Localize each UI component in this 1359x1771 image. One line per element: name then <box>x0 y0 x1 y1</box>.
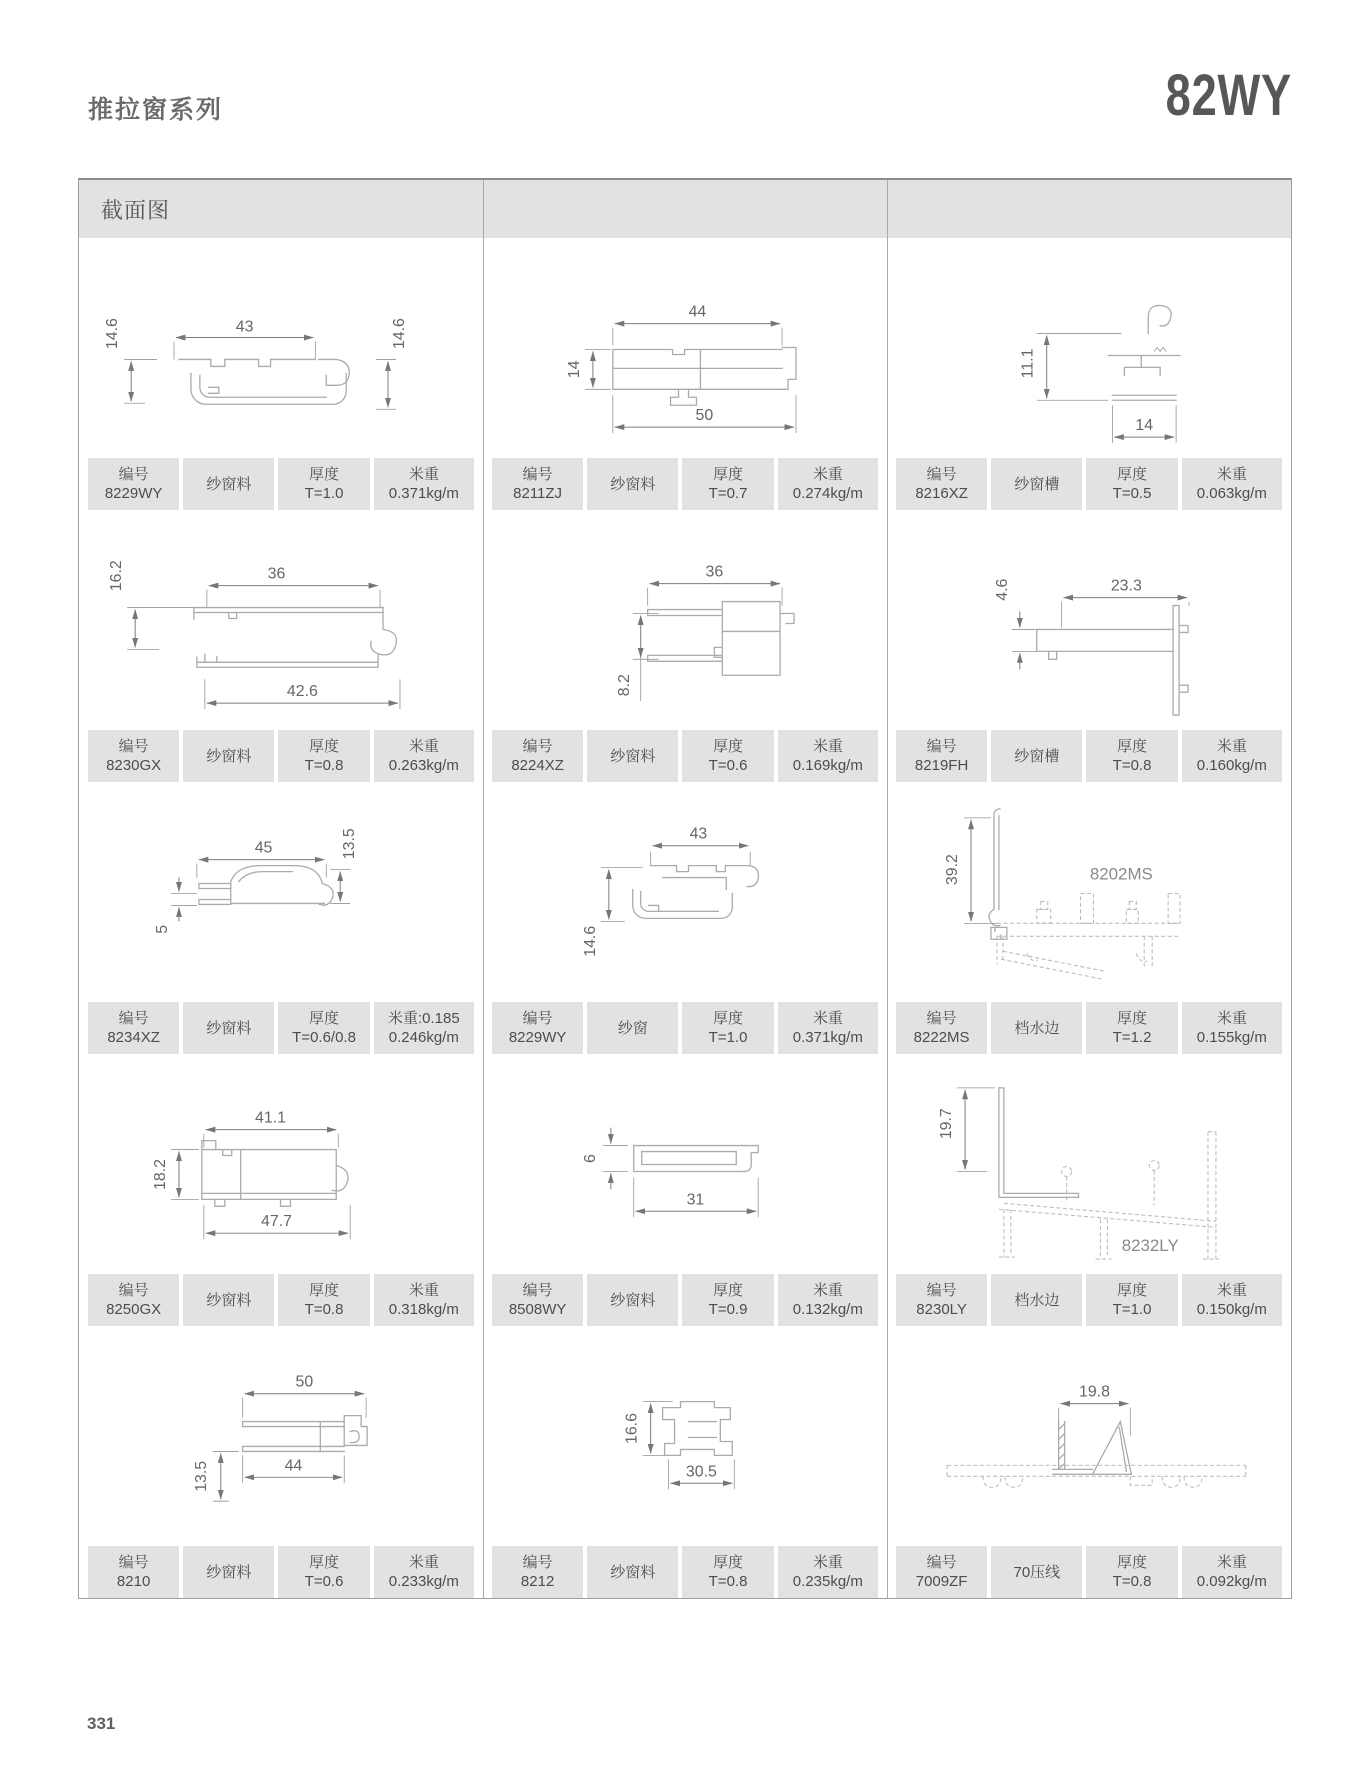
spec-value: 7009ZF <box>915 1573 968 1590</box>
spec-value: T=0.6 <box>304 1573 344 1590</box>
spec-label: 编号 <box>522 466 553 483</box>
dimension-label: 30.5 <box>685 1463 717 1481</box>
profile-diagram <box>79 1326 483 1546</box>
dimension-label: 45 <box>254 839 273 857</box>
spec-value: 8212 <box>520 1573 555 1590</box>
spec-weight-cell <box>1182 1274 1282 1326</box>
profile-cell <box>887 1054 1291 1326</box>
profile-diagram <box>887 782 1291 1002</box>
spec-strip <box>88 458 474 510</box>
spec-material-cell <box>991 458 1082 510</box>
spec-thickness-cell <box>1086 1546 1177 1598</box>
spec-strip <box>492 730 878 782</box>
profile-cell <box>79 238 483 510</box>
spec-value: 8229WY <box>508 1029 567 1046</box>
spec-value: 8222MS <box>913 1029 970 1046</box>
table-header <box>79 180 1291 238</box>
spec-number-cell <box>492 730 583 782</box>
spec-label: 米重 <box>408 738 439 755</box>
profile-cell <box>483 510 887 782</box>
spec-value: 0.235kg/m <box>792 1573 863 1590</box>
spec-label: 编号 <box>118 1554 149 1571</box>
spec-material-cell <box>183 1274 274 1326</box>
spec-weight-cell <box>374 1002 474 1054</box>
spec-value: 纱窗料 <box>206 1291 252 1309</box>
spec-label: 编号 <box>926 466 957 483</box>
spec-label: 厚度 <box>1117 1010 1148 1027</box>
spec-thickness-cell <box>682 1002 773 1054</box>
spec-number-cell <box>896 1002 987 1054</box>
dimension-label: 31 <box>686 1191 705 1209</box>
spec-thickness-cell <box>682 730 773 782</box>
spec-strip <box>492 1274 878 1326</box>
profile-diagram <box>887 1054 1291 1274</box>
spec-weight-cell <box>374 1274 474 1326</box>
profile-diagram <box>483 238 887 458</box>
dimension-label: 43 <box>689 825 708 843</box>
spec-strip <box>896 1274 1282 1326</box>
spec-material-cell <box>587 1274 678 1326</box>
spec-value: T=0.8 <box>708 1573 748 1590</box>
spec-strip <box>88 1274 474 1326</box>
spec-strip <box>88 1002 474 1054</box>
spec-material-cell <box>587 1546 678 1598</box>
spec-value: T=0.8 <box>1112 1573 1152 1590</box>
spec-value: 0.274kg/m <box>792 485 863 502</box>
spec-value: 0.063kg/m <box>1196 485 1267 502</box>
profile-diagram-svg <box>79 238 483 458</box>
spec-value: 0.155kg/m <box>1196 1029 1267 1046</box>
spec-value: T=0.7 <box>708 485 748 502</box>
spec-label: 米重 <box>1216 1010 1247 1027</box>
spec-value: 0.318kg/m <box>388 1301 459 1318</box>
spec-label: 厚度 <box>713 466 744 483</box>
spec-thickness-cell <box>682 458 773 510</box>
dimension-label: 4.6 <box>993 578 1011 601</box>
spec-number-cell <box>896 458 987 510</box>
profile-cell <box>483 782 887 1054</box>
profile-grid <box>79 238 1291 1598</box>
profile-diagram-svg <box>79 1054 483 1274</box>
dimension-label: 47.7 <box>261 1213 293 1231</box>
profile-diagram-svg <box>79 510 483 730</box>
spec-value: 纱窗槽 <box>1014 475 1060 493</box>
spec-thickness-cell <box>278 1546 369 1598</box>
spec-number-cell <box>88 1002 179 1054</box>
spec-label: 米重:0.185 <box>387 1010 460 1027</box>
spec-material-cell <box>183 730 274 782</box>
spec-material-cell <box>183 458 274 510</box>
spec-label: 米重 <box>812 1554 843 1571</box>
profile-cell <box>483 1054 887 1326</box>
spec-number-cell <box>88 1274 179 1326</box>
dimension-label: 13.5 <box>341 828 359 860</box>
profile-diagram-svg <box>887 1054 1291 1274</box>
spec-label: 米重 <box>812 738 843 755</box>
profile-diagram <box>887 238 1291 458</box>
spec-thickness-cell <box>1086 458 1177 510</box>
spec-value: 8234XZ <box>107 1029 160 1046</box>
profile-diagram <box>79 238 483 458</box>
spec-material-cell <box>991 730 1082 782</box>
dimension-label: 36 <box>705 563 724 581</box>
spec-value: 纱窗料 <box>610 475 656 493</box>
dimension-label: 5 <box>154 924 172 934</box>
profile-cell <box>887 782 1291 1054</box>
spec-label: 米重 <box>1216 1554 1247 1571</box>
spec-label: 厚度 <box>713 1282 744 1299</box>
spec-material-cell <box>991 1002 1082 1054</box>
profile-diagram-svg <box>887 238 1291 458</box>
spec-label: 编号 <box>522 1282 553 1299</box>
spec-label: 米重 <box>408 1282 439 1299</box>
spec-value: 纱窗料 <box>206 1019 252 1037</box>
spec-value: 纱窗料 <box>206 475 252 493</box>
spec-label: 米重 <box>812 1282 843 1299</box>
profile-diagram <box>483 1326 887 1546</box>
spec-strip <box>896 730 1282 782</box>
spec-value: 8210 <box>116 1573 151 1590</box>
profile-diagram <box>79 510 483 730</box>
spec-label: 厚度 <box>1117 1282 1148 1299</box>
spec-strip <box>492 1546 878 1598</box>
spec-label: 编号 <box>926 1282 957 1299</box>
spec-label: 米重 <box>1216 466 1247 483</box>
spec-value: 纱窗料 <box>206 747 252 765</box>
spec-value: 8224XZ <box>511 757 564 774</box>
spec-strip <box>896 1546 1282 1598</box>
profile-table <box>78 178 1292 1599</box>
spec-label: 厚度 <box>309 738 340 755</box>
spec-label: 厚度 <box>309 466 340 483</box>
spec-weight-cell <box>374 1546 474 1598</box>
spec-value: T=0.8 <box>1112 757 1152 774</box>
spec-label: 编号 <box>926 1554 957 1571</box>
spec-thickness-cell <box>682 1274 773 1326</box>
dimension-label: 44 <box>284 1457 303 1475</box>
spec-number-cell <box>896 1274 987 1326</box>
dimension-label: 18.2 <box>152 1158 170 1190</box>
spec-weight-cell <box>374 458 474 510</box>
profile-diagram <box>483 1054 887 1274</box>
profile-cell <box>887 510 1291 782</box>
spec-number-cell <box>88 730 179 782</box>
profile-cell <box>79 782 483 1054</box>
spec-label: 编号 <box>522 1010 553 1027</box>
page-number: 331 <box>87 1714 116 1733</box>
profile-diagram <box>483 510 887 730</box>
part-number-label: 8232LY <box>1121 1236 1179 1256</box>
dimension-label: 36 <box>267 565 286 583</box>
profile-diagram <box>887 1326 1291 1546</box>
spec-value: 0.246kg/m <box>388 1029 459 1046</box>
spec-value: 8211ZJ <box>513 485 563 502</box>
spec-value: T=0.5 <box>1112 485 1152 502</box>
spec-value: 8216XZ <box>915 485 968 502</box>
profile-diagram <box>79 1054 483 1274</box>
spec-weight-cell <box>1182 730 1282 782</box>
spec-value: 0.371kg/m <box>792 1029 863 1046</box>
spec-value: 纱窗槽 <box>1014 747 1060 765</box>
profile-diagram-svg <box>79 782 483 1002</box>
spec-label: 编号 <box>118 1010 149 1027</box>
dimension-label: 44 <box>688 303 707 321</box>
series-code: 82WY <box>1165 63 1292 128</box>
profile-cell <box>79 510 483 782</box>
spec-weight-cell <box>778 1546 878 1598</box>
spec-value: T=0.9 <box>708 1301 748 1318</box>
profile-diagram-svg <box>79 1326 483 1546</box>
spec-label: 编号 <box>118 466 149 483</box>
spec-strip <box>896 1002 1282 1054</box>
spec-value: T=0.6/0.8 <box>292 1029 356 1046</box>
dimension-label: 39.2 <box>944 854 962 886</box>
spec-thickness-cell <box>1086 1274 1177 1326</box>
spec-value: 纱窗料 <box>610 1291 656 1309</box>
spec-value: 8230LY <box>916 1301 967 1318</box>
profile-diagram-svg <box>887 510 1291 730</box>
dimension-label: 11.1 <box>1019 348 1037 379</box>
spec-value: 70压线 <box>1013 1563 1061 1581</box>
profile-cell <box>483 238 887 510</box>
profile-cell <box>483 1326 887 1598</box>
spec-material-cell <box>183 1546 274 1598</box>
spec-label: 米重 <box>812 1010 843 1027</box>
spec-weight-cell <box>1182 1546 1282 1598</box>
spec-weight-cell <box>1182 1002 1282 1054</box>
spec-value: 0.263kg/m <box>388 757 459 774</box>
profile-cell <box>79 1054 483 1326</box>
spec-material-cell <box>587 1002 678 1054</box>
spec-value: T=0.6 <box>708 757 748 774</box>
spec-value: 0.092kg/m <box>1196 1573 1267 1590</box>
spec-value: T=1.0 <box>708 1029 748 1046</box>
spec-value: T=1.0 <box>304 485 344 502</box>
spec-weight-cell <box>778 1274 878 1326</box>
spec-label: 厚度 <box>713 1010 744 1027</box>
profile-diagram-svg <box>483 1326 887 1546</box>
spec-weight-cell <box>778 730 878 782</box>
spec-thickness-cell <box>278 1002 369 1054</box>
spec-value: 0.169kg/m <box>792 757 863 774</box>
page-title: 推拉窗系列 <box>88 96 224 124</box>
spec-label: 米重 <box>1216 738 1247 755</box>
spec-thickness-cell <box>278 1274 369 1326</box>
dimension-label: 14 <box>1135 417 1154 435</box>
spec-label: 编号 <box>522 738 553 755</box>
spec-label: 厚度 <box>1117 466 1148 483</box>
spec-label: 厚度 <box>713 1554 744 1571</box>
spec-strip <box>492 1002 878 1054</box>
spec-value: 档水边 <box>1014 1019 1060 1037</box>
profile-diagram-svg <box>483 510 887 730</box>
spec-value: 0.160kg/m <box>1196 757 1267 774</box>
dimension-label: 43 <box>235 318 254 336</box>
dimension-label: 50 <box>295 1373 314 1391</box>
profile-diagram-svg <box>887 782 1291 1002</box>
spec-weight-cell <box>778 458 878 510</box>
spec-value: 纱窗料 <box>610 747 656 765</box>
spec-label: 编号 <box>926 1010 957 1027</box>
spec-thickness-cell <box>1086 1002 1177 1054</box>
dimension-label: 13.5 <box>192 1460 210 1492</box>
spec-number-cell <box>492 458 583 510</box>
profile-diagram-svg <box>483 238 887 458</box>
dimension-label: 14.6 <box>581 925 599 957</box>
spec-value: T=1.2 <box>1112 1029 1152 1046</box>
spec-label: 编号 <box>522 1554 553 1571</box>
dimension-label: 14 <box>565 360 583 379</box>
spec-number-cell <box>492 1546 583 1598</box>
spec-label: 厚度 <box>713 738 744 755</box>
spec-label: 厚度 <box>309 1554 340 1571</box>
spec-label: 米重 <box>408 1554 439 1571</box>
spec-label: 编号 <box>926 738 957 755</box>
spec-strip <box>88 1546 474 1598</box>
spec-label: 编号 <box>118 1282 149 1299</box>
dimension-label: 42.6 <box>286 683 318 701</box>
spec-material-cell <box>991 1274 1082 1326</box>
spec-label: 米重 <box>1216 1282 1247 1299</box>
spec-strip <box>896 458 1282 510</box>
spec-thickness-cell <box>682 1546 773 1598</box>
spec-value: 0.371kg/m <box>388 485 459 502</box>
dimension-label: 14.6 <box>104 318 122 350</box>
spec-value: 0.132kg/m <box>792 1301 863 1318</box>
spec-number-cell <box>492 1002 583 1054</box>
spec-strip <box>88 730 474 782</box>
spec-value: 8250GX <box>106 1301 162 1318</box>
spec-material-cell <box>183 1002 274 1054</box>
dimension-label: 19.8 <box>1078 1383 1110 1401</box>
profile-cell <box>887 238 1291 510</box>
spec-number-cell <box>88 1546 179 1598</box>
spec-thickness-cell <box>278 730 369 782</box>
spec-thickness-cell <box>1086 730 1177 782</box>
spec-value: T=1.0 <box>1112 1301 1152 1318</box>
spec-value: T=0.8 <box>304 1301 344 1318</box>
spec-value: T=0.8 <box>304 757 344 774</box>
spec-value: 纱窗料 <box>610 1563 656 1581</box>
spec-number-cell <box>88 458 179 510</box>
spec-thickness-cell <box>278 458 369 510</box>
profile-diagram-svg <box>483 1054 887 1274</box>
spec-label: 厚度 <box>1117 738 1148 755</box>
spec-value: 纱窗料 <box>206 1563 252 1581</box>
dimension-label: 16.2 <box>108 560 126 592</box>
dimension-label: 41.1 <box>255 1109 287 1127</box>
dimension-label: 8.2 <box>615 674 633 697</box>
profile-diagram <box>887 510 1291 730</box>
spec-number-cell <box>896 730 987 782</box>
spec-number-cell <box>492 1274 583 1326</box>
spec-weight-cell <box>1182 458 1282 510</box>
spec-value: 纱窗 <box>617 1019 648 1037</box>
spec-weight-cell <box>374 730 474 782</box>
spec-value: 8508WY <box>508 1301 567 1318</box>
spec-value: 0.150kg/m <box>1196 1301 1267 1318</box>
dimension-label: 6 <box>581 1154 599 1163</box>
spec-label: 厚度 <box>1117 1554 1148 1571</box>
spec-label: 米重 <box>812 466 843 483</box>
dimension-label: 16.6 <box>623 1413 641 1445</box>
spec-label: 编号 <box>118 738 149 755</box>
spec-weight-cell <box>778 1002 878 1054</box>
spec-value: 8219FH <box>914 757 969 774</box>
spec-material-cell <box>991 1546 1082 1598</box>
profile-diagram <box>483 782 887 1002</box>
spec-strip <box>492 458 878 510</box>
spec-value: 8229WY <box>104 485 163 502</box>
part-number-label: 8202MS <box>1089 864 1153 884</box>
spec-value: 8230GX <box>106 757 162 774</box>
dimension-label: 23.3 <box>1110 577 1142 595</box>
profile-cell <box>887 1326 1291 1598</box>
spec-material-cell <box>587 730 678 782</box>
dimension-label: 19.7 <box>938 1108 956 1140</box>
spec-number-cell <box>896 1546 987 1598</box>
section-header-label: 截面图 <box>101 197 171 223</box>
profile-cell <box>79 1326 483 1598</box>
spec-label: 厚度 <box>309 1010 340 1027</box>
spec-value: 0.233kg/m <box>388 1573 459 1590</box>
dimension-label: 50 <box>695 407 714 425</box>
spec-material-cell <box>587 458 678 510</box>
spec-value: 档水边 <box>1014 1291 1060 1309</box>
spec-label: 米重 <box>408 466 439 483</box>
profile-diagram-svg <box>483 782 887 1002</box>
spec-label: 厚度 <box>309 1282 340 1299</box>
dimension-label: 14.6 <box>390 318 408 350</box>
profile-diagram <box>79 782 483 1002</box>
profile-diagram-svg <box>887 1326 1291 1546</box>
